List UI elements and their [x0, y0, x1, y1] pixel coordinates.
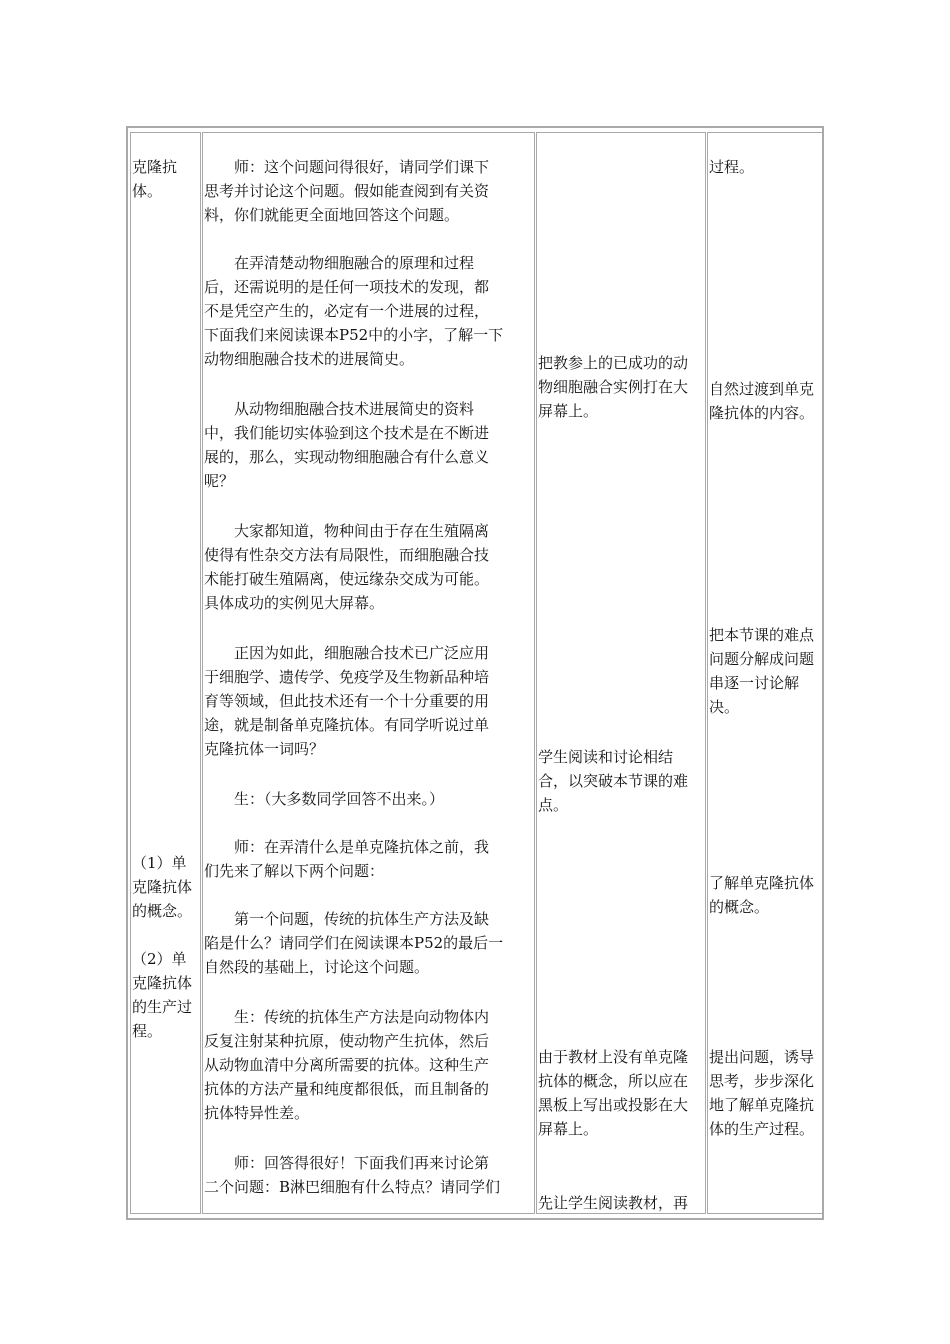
intent-note: 过程。	[709, 158, 755, 176]
method-note: 学生阅读和讨论相结 合，以突破本节课的难 点。	[538, 748, 689, 814]
process-paragraph: 生：传统的抗体生产方法是向动物体内 反复注射某种抗原，使动物产生抗体，然后 从动物血清中分离所需要的抗体。这种生产 抗体的方法产量和纯度都很低，而且制备的 抗体特异性差。	[204, 1008, 490, 1122]
intent-note: 提出问题，诱导 思考，步步深化 地了解单克隆抗 体的生产过程。	[709, 1048, 815, 1138]
process-paragraph: 第一个问题，传统的抗体生产方法及缺 陷是什么？请同学们在阅读课本P52的最后一 自然段的基础上，讨论这个问题。	[204, 910, 504, 976]
content-cell-production: （2）单 克隆抗体 的生产过 程。	[132, 950, 193, 1040]
process-paragraph: 师：回答得很好！下面我们再来讨论第 二个问题：B淋巴细胞有什么特点？请同学们	[204, 1154, 501, 1196]
content-cell-antibody: 克隆抗 体。	[132, 158, 178, 200]
method-column	[536, 132, 706, 1214]
intent-note: 了解单克隆抗体 的概念。	[709, 874, 815, 916]
content-cell-concept: （1）单 克隆抗体 的概念。	[132, 854, 193, 920]
content-column	[130, 132, 201, 1214]
process-paragraph: 师：这个问题问得很好，请同学们课下 思考并讨论这个问题。假如能查阅到有关资 料，你们就能更全面地回答这个问题。	[204, 158, 490, 224]
process-paragraph: 大家都知道，物种间由于存在生殖隔离 使得有性杂交方法有局限性，而细胞融合技 术能打破生殖隔离，使远缘杂交成为可能。 具体成功的实例见大屏幕。	[204, 522, 490, 612]
method-note: 先让学生阅读教材，再	[538, 1194, 689, 1212]
process-paragraph: 生：（大多数同学回答不出来。）	[204, 790, 445, 808]
process-paragraph: 在弄清楚动物细胞融合的原理和过程 后，还需说明的是任何一项技术的发现，都 不是凭空产生的，必定有一个进展的过程， 下面我们来阅读课本P52中的小字，了解一下 动物细胞融合技术的进展简史。	[204, 254, 504, 368]
lesson-plan-table	[126, 126, 824, 1220]
method-note: 由于教材上没有单克隆 抗体的概念，所以应在 黑板上写出或投影在大 屏幕上。	[538, 1048, 689, 1138]
process-paragraph: 从动物细胞融合技术进展简史的资料 中，我们能切实体验到这个技术是在不断进 展的，那么，实现动物细胞融合有什么意义 呢？	[204, 400, 490, 490]
process-paragraph: 师：在弄清什么是单克隆抗体之前，我 们先来了解以下两个问题：	[204, 838, 490, 880]
intent-note: 把本节课的难点 问题分解成问题 串逐一讨论解 决。	[709, 626, 815, 716]
intent-note: 自然过渡到单克 隆抗体的内容。	[709, 380, 815, 422]
method-note: 把教参上的已成功的动 物细胞融合实例打在大 屏幕上。	[538, 354, 689, 420]
teaching-process-column	[202, 132, 535, 1214]
intent-column	[707, 132, 824, 1214]
process-paragraph: 正因为如此，细胞融合技术已广泛应用 于细胞学、遗传学、免疫学及生物新品种培 育等领域，但此技术还有一个十分重要的用 途，就是制备单克隆抗体。有同学听说过单 克隆抗体一词吗？	[204, 644, 490, 758]
